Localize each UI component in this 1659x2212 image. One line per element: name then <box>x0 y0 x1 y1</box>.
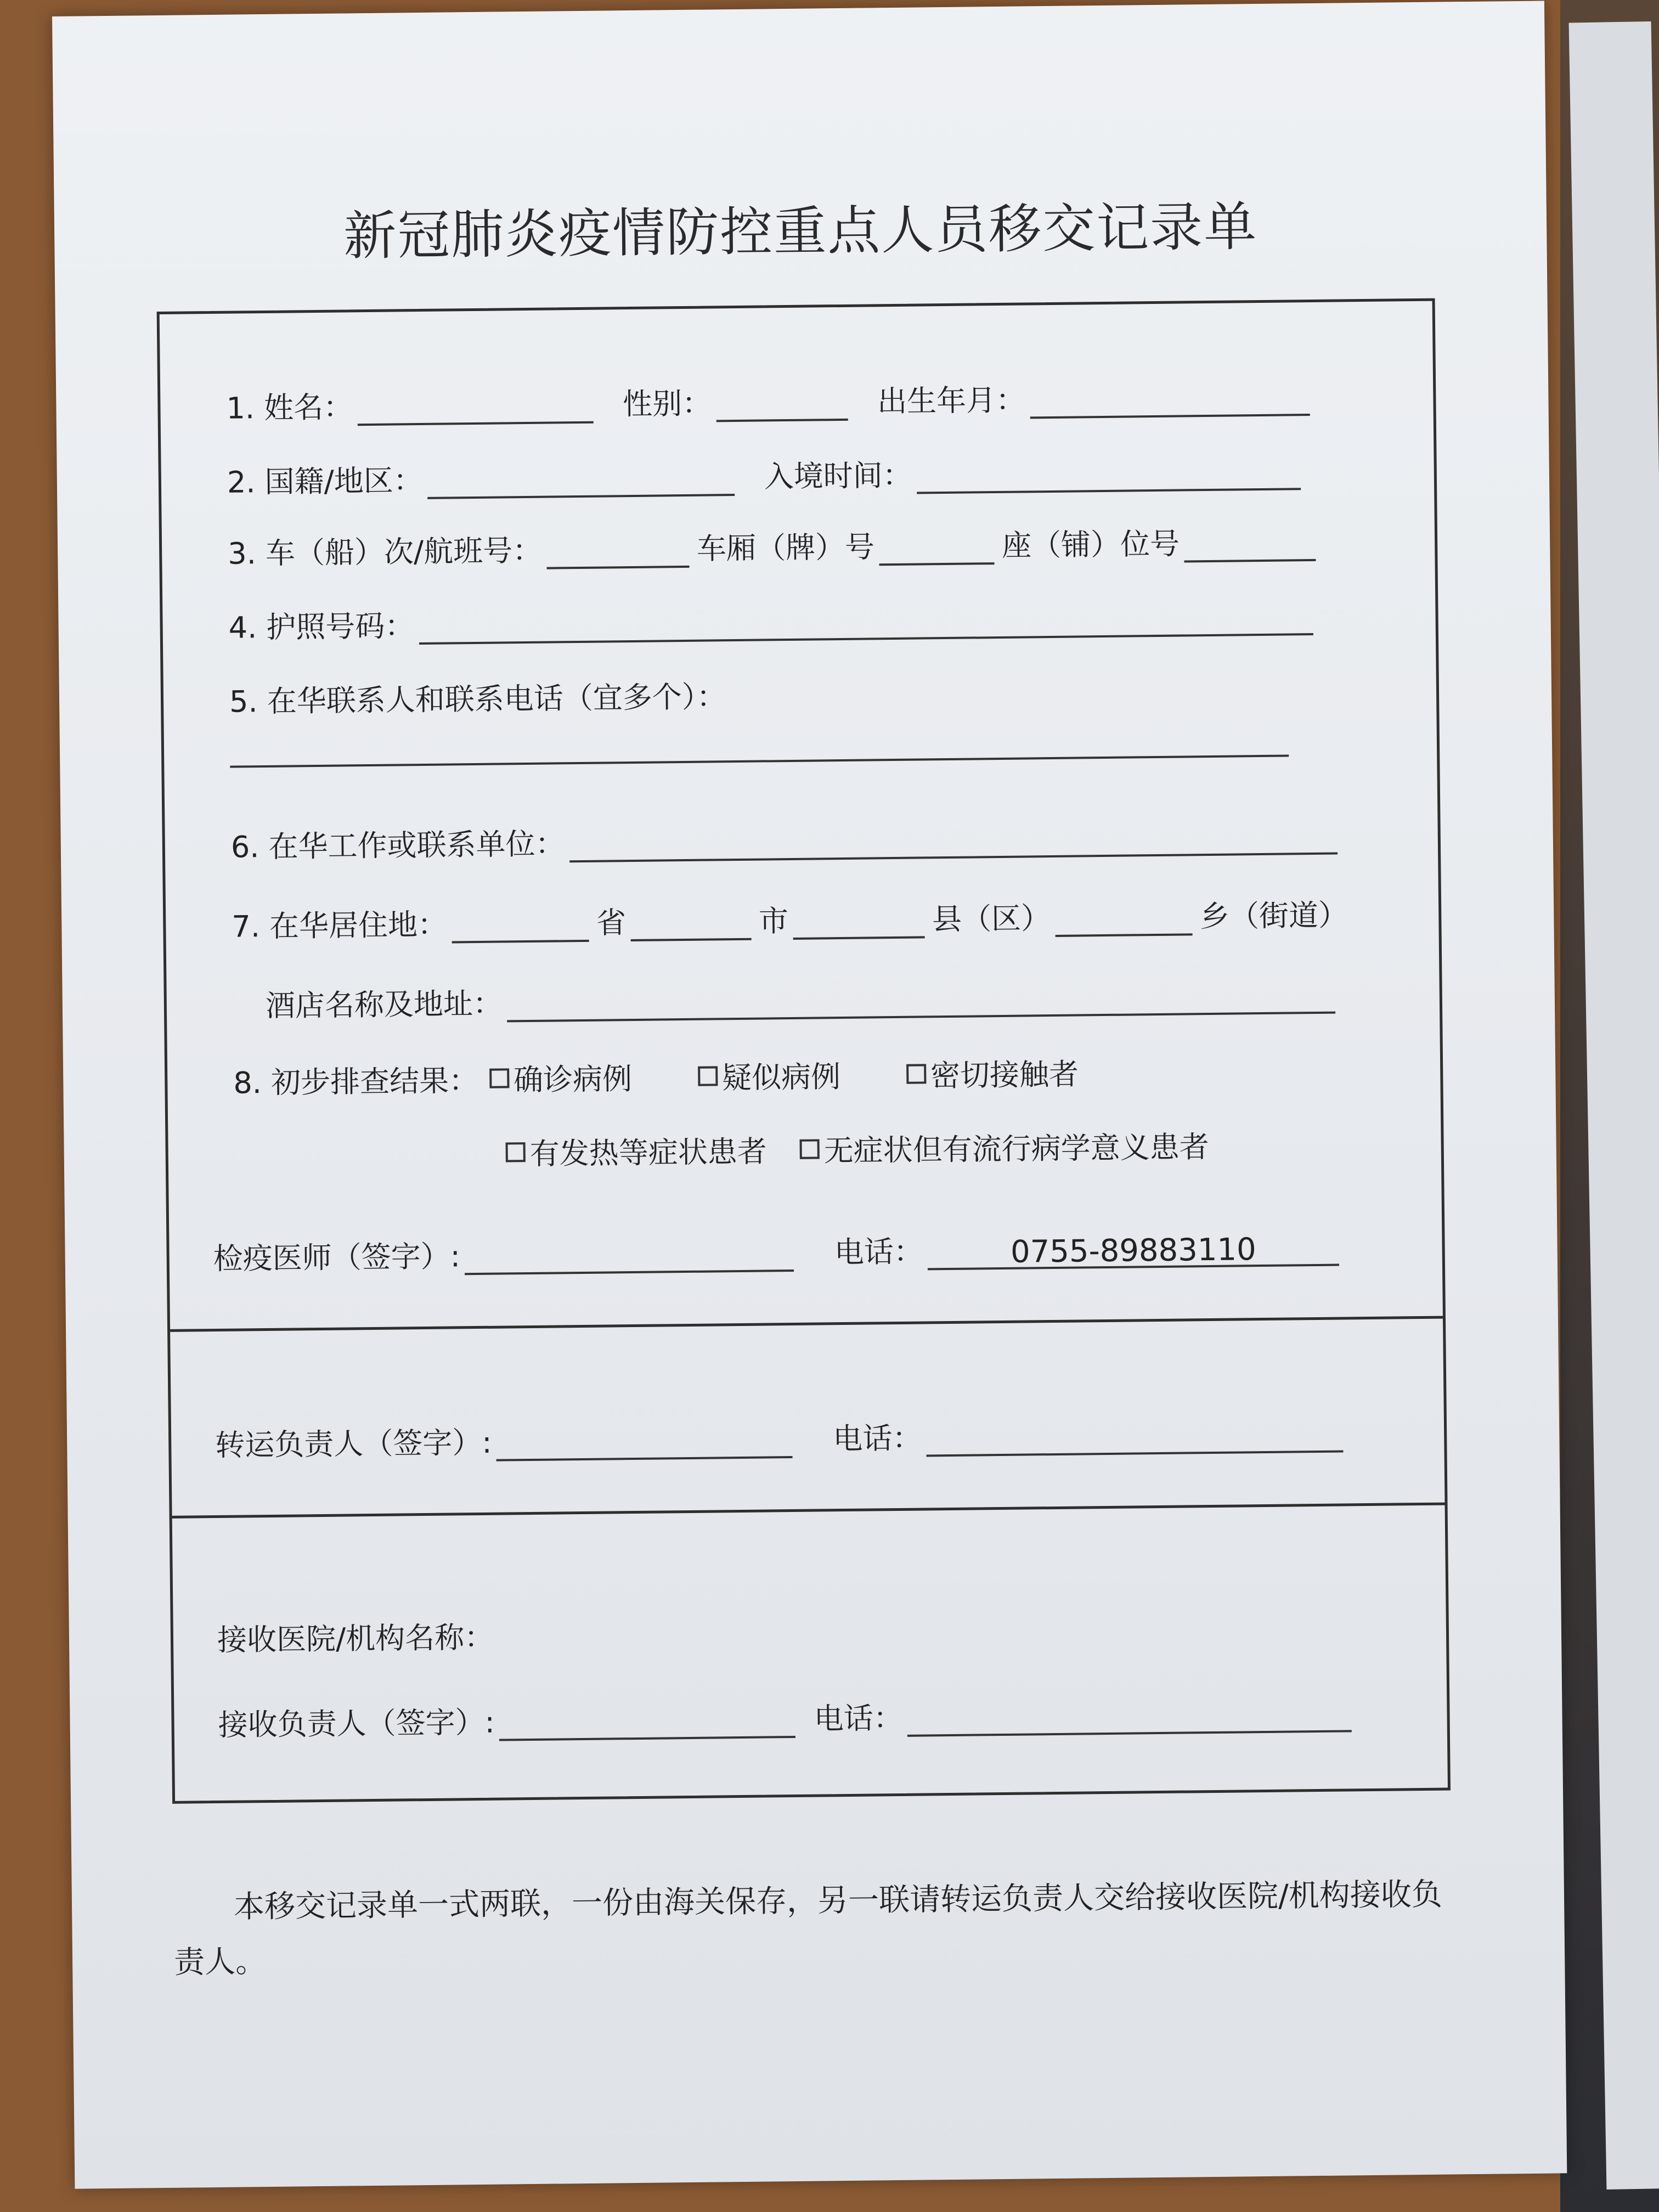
birth-label: 出生年月： <box>877 382 1026 419</box>
passport-label: 4. 护照号码： <box>228 608 415 645</box>
row-transport-no <box>228 519 1324 573</box>
train-field[interactable] <box>546 536 690 569</box>
footnote: 本移交记录单一式两联，一份由海关保存，另一联请转运负责人交给接收医院/机构接收负责人。 <box>173 1876 1443 1980</box>
passport-field[interactable] <box>419 603 1313 645</box>
receiver-phone-label: 电话： <box>814 1700 904 1736</box>
row-doctor <box>213 1223 1347 1278</box>
page-title: 新冠肺炎疫情防控重点人员移交记录单 <box>343 196 1258 267</box>
entry-time-field[interactable] <box>916 458 1301 494</box>
checkbox-fever[interactable] <box>506 1142 526 1162</box>
province-field[interactable] <box>452 910 589 944</box>
row-residence <box>232 891 1348 945</box>
city-field[interactable] <box>630 909 752 941</box>
receiver-signature-field[interactable] <box>499 1706 796 1741</box>
nationality-label: 2. 国籍/地区： <box>227 462 424 500</box>
row-transport <box>215 1410 1351 1464</box>
row-hotel <box>265 971 1343 1025</box>
row-contact <box>229 673 726 720</box>
residence-label: 7. 在华居住地： <box>232 907 448 944</box>
row-receiver-org <box>217 1614 494 1659</box>
option-confirmed-label: 确诊病例 <box>513 1062 633 1098</box>
row-screening <box>233 1051 1079 1102</box>
row-nationality <box>227 448 1308 501</box>
name-label: 1. 姓名： <box>226 390 353 426</box>
option-asymptomatic-label: 无症状但有流行病学意义患者 <box>823 1130 1210 1169</box>
train-label: 3. 车（船）次/航班号： <box>227 533 543 571</box>
hotel-label: 酒店名称及地址： <box>265 986 503 1024</box>
divider-1 <box>170 1316 1443 1332</box>
birth-field[interactable] <box>1030 384 1310 419</box>
option-suspected[interactable] <box>698 1053 841 1097</box>
transport-phone-field[interactable] <box>926 1420 1344 1457</box>
option-suspected-label: 疑似病例 <box>721 1059 841 1096</box>
row-work <box>230 812 1345 866</box>
checkbox-close-contact[interactable] <box>906 1064 926 1084</box>
work-label: 6. 在华工作或联系单位： <box>230 826 565 865</box>
receiver-phone-field[interactable] <box>907 1700 1352 1736</box>
gender-field[interactable] <box>716 389 848 422</box>
county-field[interactable] <box>793 906 925 940</box>
contact-field[interactable] <box>230 725 1289 768</box>
option-close-contact-label: 密切接触者 <box>930 1057 1079 1093</box>
option-close-contact[interactable] <box>906 1051 1079 1095</box>
checkbox-suspected[interactable] <box>698 1066 718 1086</box>
car-field[interactable] <box>879 533 995 566</box>
row-receiver <box>218 1690 1359 1744</box>
receiver-label: 接收负责人（签字）: <box>218 1705 495 1742</box>
town-label: 乡（街道） <box>1199 898 1348 934</box>
doctor-phone-label: 电话： <box>834 1234 924 1270</box>
contact-label: 5. 在华联系人和联系电话（宜多个）： <box>229 679 727 719</box>
city-label: 市 <box>758 904 789 939</box>
nationality-field[interactable] <box>427 464 735 499</box>
province-label: 省 <box>596 905 627 940</box>
car-label: 车厢（牌）号 <box>696 529 875 566</box>
screening-label: 8. 初步排查结果： <box>233 1063 479 1101</box>
form-box <box>157 298 1451 1804</box>
seat-label: 座（铺）位号 <box>1001 526 1180 563</box>
option-fever-label: 有发热等症状患者 <box>529 1134 768 1171</box>
row-name <box>226 374 1317 427</box>
gender-label: 性别： <box>622 386 712 422</box>
transport-label: 转运负责人（签字）: <box>215 1425 492 1463</box>
checkbox-confirmed[interactable] <box>489 1068 509 1088</box>
row-screening-2 <box>505 1124 1209 1173</box>
entry-time-label: 入境时间： <box>764 458 913 494</box>
option-asymptomatic[interactable] <box>799 1124 1209 1170</box>
doctor-label: 检疫医师（签字）: <box>213 1239 461 1277</box>
transport-phone-label: 电话： <box>833 1420 922 1457</box>
receiver-org-label: 接收医院/机构名称： <box>217 1620 494 1658</box>
checkbox-asymptomatic[interactable] <box>800 1139 820 1159</box>
town-field[interactable] <box>1055 904 1193 937</box>
form-paper <box>52 1 1567 2189</box>
hotel-field[interactable] <box>507 982 1336 1023</box>
transport-signature-field[interactable] <box>496 1426 793 1462</box>
divider-2 <box>172 1503 1445 1519</box>
seat-field[interactable] <box>1184 529 1316 563</box>
doctor-phone-field[interactable]: 0755-89883110 <box>928 1234 1340 1271</box>
name-field[interactable] <box>357 392 594 426</box>
work-field[interactable] <box>569 823 1338 863</box>
row-passport <box>228 593 1321 647</box>
row-contact-line <box>230 725 1297 768</box>
option-confirmed[interactable] <box>489 1056 633 1099</box>
doctor-signature-field[interactable] <box>465 1240 794 1275</box>
county-label: 县（区） <box>932 901 1051 937</box>
option-fever[interactable] <box>505 1128 767 1173</box>
